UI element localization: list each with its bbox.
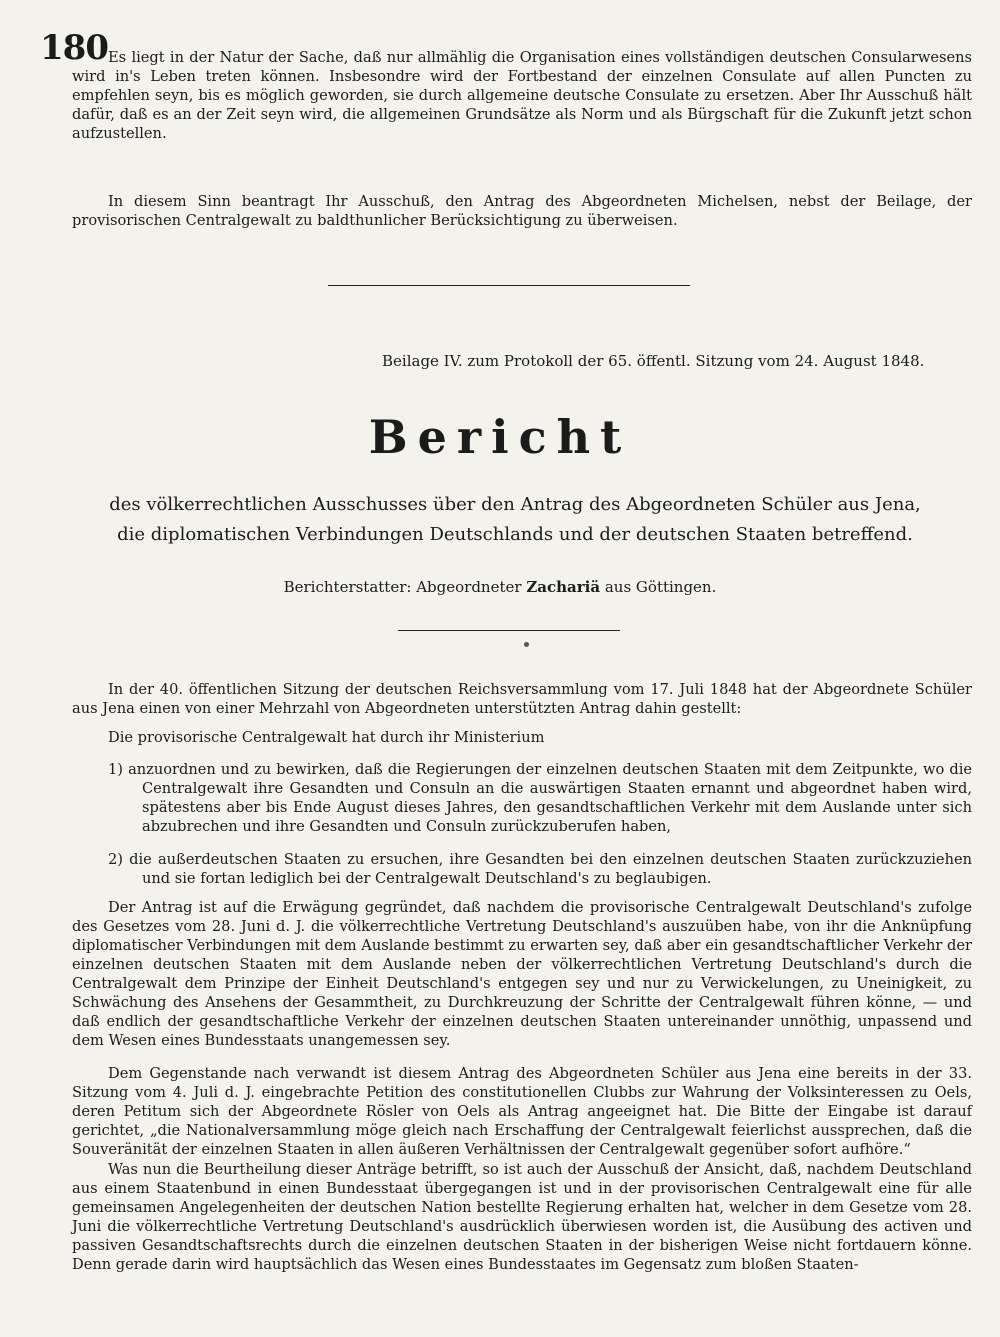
- subtitle-line-1: des völkerrechtlichen Ausschusses über den Antrag des Abgeordneten Schüler aus Jena,: [109, 494, 921, 515]
- paragraph-2: Die provisorische Centralgewalt hat durch ihr Ministerium: [108, 729, 545, 746]
- subtitle-line-2: die diplomatischen Verbindungen Deutschlands und der deutschen Staaten betreffend.: [117, 524, 913, 545]
- reporter-name: Zachariä: [526, 578, 601, 596]
- paragraph-1: In der 40. öffentlichen Sitzung der deutschen Reichsversammlung vom 17. Juli 1848 hat der Abgeordnete Schüler aus Jena einen von einer Mehrzahl von Abgeordneten unterstützten Antrag dahin gestellt:: [72, 681, 972, 717]
- report-title: Bericht: [368, 410, 632, 464]
- reporter-prefix: Berichterstatter: Abgeordneter: [283, 578, 522, 596]
- list-item-1: 1) anzuordnen und zu bewirken, daß die Regierungen der einzelnen deutschen Staaten mit dem Zeitpunkte, wo die Centralgewalt ihre Gesandten und Consuln an die auswärtigen Staaten ernannt und abgeordnet haben wird, spätestens aber bis Ende August dieses Jahres, den gesandtschaftlichen Verkehr mit dem Auslande unter sich abzubrechen und ihre Gesandten und Consuln zurückzuberufen haben,: [108, 761, 972, 835]
- beilage-line: Beilage IV. zum Protokoll der 65. öffentl. Sitzung vom 24. August 1848.: [382, 352, 925, 370]
- reporter-divider: [398, 630, 620, 631]
- ornament-dot: [524, 642, 529, 647]
- intro-paragraph: Es liegt in der Natur der Sache, daß nur allmählig die Organisation eines vollständigen deutschen Consularwesens wird in's Leben treten können. Insbesondre wird der Fortbestand der einzelnen Consulate auf allen Puncten zu empfehlen seyn, bis es möglich geworden, sie durch allgemeine deutsche Consulate zu ersetzen. Aber Ihr Ausschuß hält dafür, daß es an der Zeit seyn wird, die allgemeinen Grundsätze als Norm und als Bürgschaft für die Zukunft jetzt schon aufzustellen.: [72, 49, 972, 142]
- motion-paragraph: In diesem Sinn beantragt Ihr Ausschuß, den Antrag des Abgeordneten Michelsen, nebst der Beilage, der provisorischen Centralgewalt zu baldthunlicher Berücksichtigung zu überweisen.: [72, 193, 972, 229]
- reporter-line: [0, 578, 1000, 596]
- paragraph-3: Der Antrag ist auf die Erwägung gegründet, daß nachdem die provisorische Centralgewalt Deutschland's zufolge des Gesetzes vom 28. Juni d. J. die völkerrechtliche Vertretung Deutschland's auszuüben habe, von ihr die Anknüpfung diplomatischer Verbindungen mit dem Auslande bestimmt zu erwarten sey, daß aber ein gesandtschaftlicher Verkehr der einzelnen deutschen Staaten mit dem Auslande neben der völkerrechtlichen Vertretung Deutschland's durch die Centralgewalt dem Prinzipe der Einheit Deutschland's entgegen sey und nur zu Verwickelungen, zu Uneinigkeit, zu Schwächung des Ansehens der Gesammtheit, zu Durchkreuzung der Schritte der Centralgewalt führen könne, — und daß endlich der gesandtschaftliche Verkehr der einzelnen deutschen Staaten untereinander unnöthig, unpassend und dem Wesen eines Bundesstaats unangemessen sey.: [72, 899, 972, 1049]
- list-item-2: 2) die außerdeutschen Staaten zu ersuchen, ihre Gesandten bei den einzelnen deutschen Staaten zurückzuziehen und sie fortan lediglich bei der Centralgewalt Deutschland's zu beglaubigen.: [108, 851, 972, 887]
- report-subtitle: [60, 490, 970, 550]
- reporter-suffix: aus Göttingen.: [604, 578, 717, 596]
- paragraph-4: Dem Gegenstande nach verwandt ist diesem Antrag des Abgeordneten Schüler aus Jena eine bereits in der 33. Sitzung vom 4. Juli d. J. eingebrachte Petition des constitutionellen Clubbs zur Wahrung der Volksinteressen zu Oels, deren Petitum sich der Abgeordnete Rösler von Oels als Antrag angeeignet hat. Die Bitte der Eingabe ist darauf gerichtet, „die Nationalversammlung möge gleich nach Erschaffung der Centralgewalt feierlichst aussprechen, daß die Souveränität der einzelnen Staaten in allen äußeren Verhältnissen der Centralgewalt gegenüber sofort aufhöre.“: [72, 1065, 972, 1158]
- section-divider: [328, 285, 690, 286]
- paragraph-5: Was nun die Beurtheilung dieser Anträge betrifft, so ist auch der Ausschuß der Ansicht, daß, nachdem Deutschland aus einem Staatenbund in einen Bundesstaat übergegangen ist und in der provisorischen Centralgewalt eine für alle gemeinsamen Angelegenheiten der deutschen Nation bestellte Regierung erhalten hat, welcher in dem Gesetze vom 28. Juni die völkerrechtliche Vertretung Deutschland's ausdrücklich überwiesen worden ist, die Ausübung des activen und passiven Gesandtschaftsrechts durch die einzelnen deutschen Staaten in der bisherigen Weise nicht fortdauern könne. Denn gerade darin wird hauptsächlich das Wesen eines Bundesstaates im Gegensatz zum bloßen Staaten-: [72, 1161, 972, 1273]
- page-number: 180: [40, 28, 108, 68]
